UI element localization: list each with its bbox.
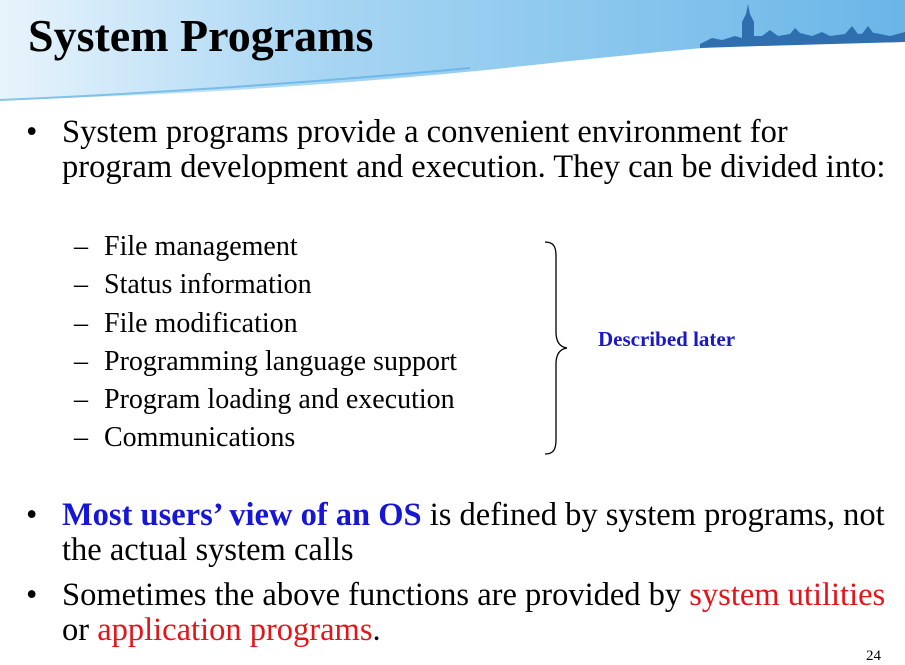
list-item [22,115,892,225]
bullet-text: Most users’ view of an OS is defined by system programs, not the actual system calls [62,497,885,568]
sub-list [74,228,457,458]
dash-icon: – [74,345,88,377]
page-number: 24 [866,648,881,664]
bullet-text: Sometimes the above functions are provided by system utilities or application programs. [62,577,886,648]
bullet-icon: • [26,114,38,150]
dash-icon: – [74,231,88,262]
emphasis-text: Most users’ view of an OS [62,497,422,533]
sub-list-item: – Program loading and execution [74,381,457,419]
bullet-text: System programs provide a convenient environment for program development and execution. They can be divided into: [62,114,886,185]
dash-icon: – [74,422,88,454]
bullet-icon: • [26,497,38,533]
sub-list-item: – Communications [74,419,457,457]
list-item [22,578,892,648]
sub-list-item: – File management [74,228,457,266]
sub-list-item: – Programming language support [74,343,457,381]
emphasis-text: system utilities [689,577,886,613]
bullet-icon: • [26,577,38,613]
page-title: System Programs [28,10,374,61]
sub-list-item: – File modification [74,305,457,343]
dash-icon: – [74,384,88,416]
list-item [22,497,892,568]
brace-note: Described later [598,327,736,351]
emphasis-text: application programs [97,612,373,648]
right-brace-icon [543,240,573,456]
dash-icon: – [74,307,88,339]
dash-icon: – [74,269,88,301]
sub-list-item: – Status information [74,266,457,304]
